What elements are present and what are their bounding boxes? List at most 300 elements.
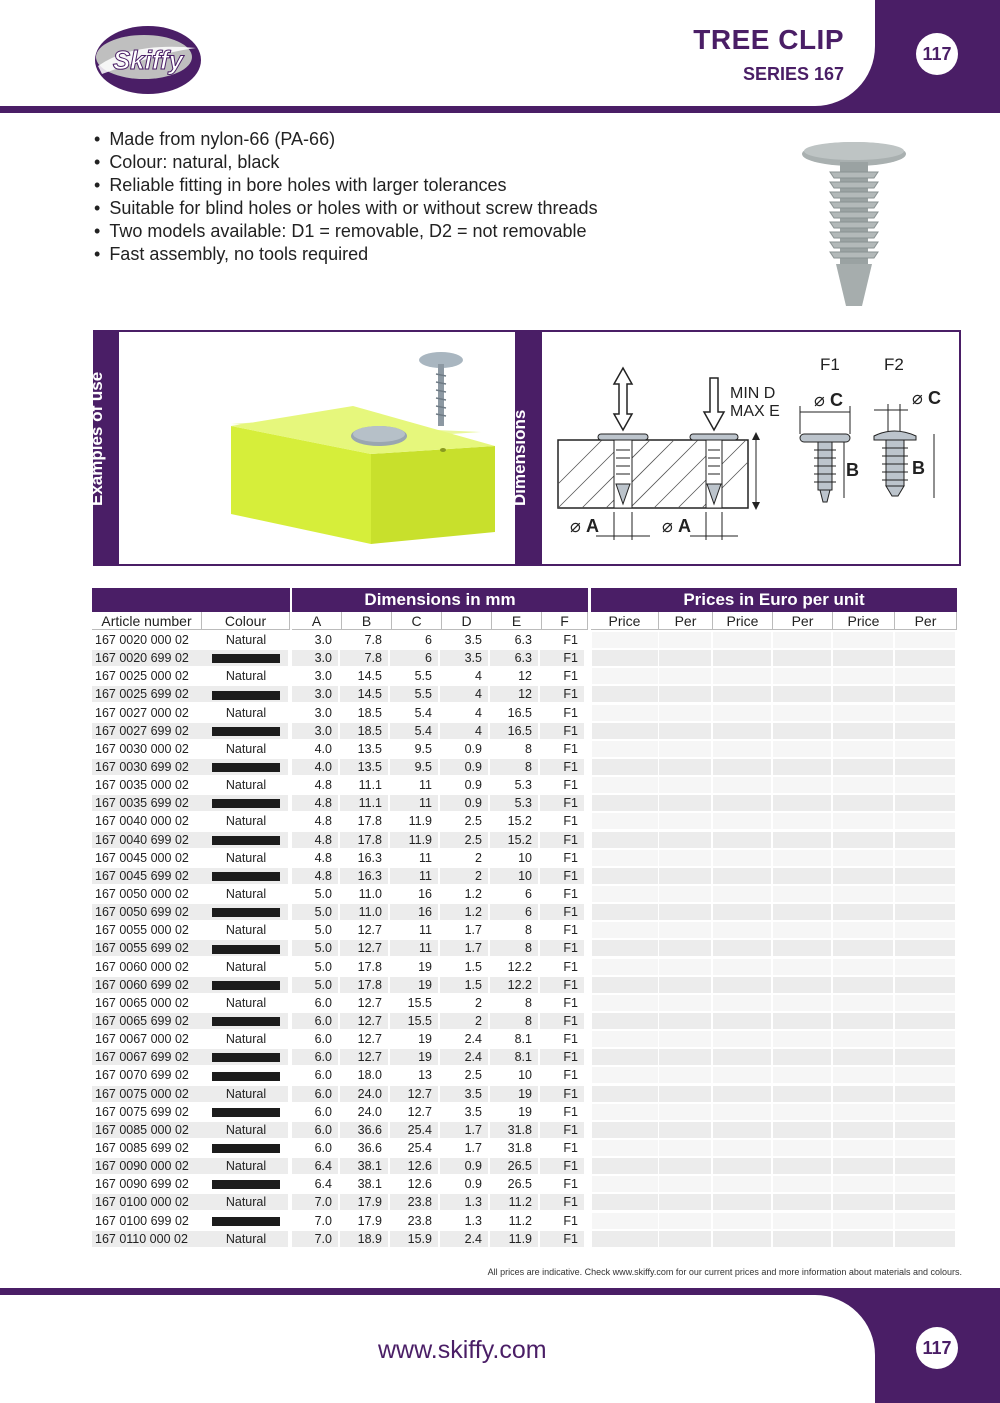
price-cell — [592, 1104, 658, 1120]
dimension-value: 5.0 — [314, 886, 332, 901]
dimension-value: 15.9 — [390, 1231, 438, 1247]
dimension-value: 9.5 — [414, 741, 432, 756]
price-cell — [659, 1086, 711, 1102]
colour-cell — [204, 1049, 288, 1065]
price-cell — [659, 940, 711, 956]
dimension-value: 4 — [475, 669, 482, 684]
price-cell — [659, 995, 711, 1011]
dimension-value: 25.4 — [390, 1122, 438, 1138]
dimension-value: 1.3 — [464, 1213, 482, 1228]
dimension-value: 4.0 — [292, 759, 338, 775]
dimension-value: F1 — [540, 1086, 584, 1102]
dimension-value: 18.5 — [357, 705, 382, 720]
dimension-value: 12.7 — [357, 923, 382, 938]
dimension-value: 11 — [390, 940, 438, 956]
dimension-value: 2 — [475, 995, 482, 1010]
dimension-value: 0.9 — [440, 1158, 488, 1174]
price-cell — [833, 759, 893, 775]
price-cell — [592, 1158, 658, 1174]
dimension-value: 8 — [490, 759, 538, 775]
dimension-value: 5.3 — [490, 795, 538, 811]
skiffy-logo — [92, 22, 204, 98]
price-cell — [592, 1013, 658, 1029]
colour-cell — [204, 1013, 288, 1029]
table-header-dimensions: Dimensions in mm — [292, 588, 588, 612]
price-cell — [773, 1213, 831, 1229]
price-cell — [659, 904, 711, 920]
dimension-value: 31.8 — [490, 1122, 538, 1138]
price-cell — [895, 705, 955, 721]
dimension-value: 6.0 — [314, 1140, 332, 1155]
dimension-value: 11.9 — [490, 1231, 538, 1247]
dimension-value: 0.9 — [464, 1177, 482, 1192]
dimension-value: 17.8 — [340, 832, 388, 848]
dimension-value: 6.0 — [314, 1104, 332, 1119]
dimension-value: 13.5 — [357, 741, 382, 756]
price-cell — [895, 1086, 955, 1102]
dimension-value: F1 — [563, 850, 578, 865]
price-cell — [833, 1176, 893, 1192]
dimension-value: 0.9 — [464, 741, 482, 756]
price-cell — [773, 832, 831, 848]
article-number: 167 0030 000 02 — [95, 741, 189, 756]
dimension-value: 0.9 — [440, 759, 488, 775]
price-cell — [592, 832, 658, 848]
price-cell — [713, 977, 771, 993]
dimension-value: 3.0 — [314, 633, 332, 647]
dimension-value: 11 — [390, 795, 438, 811]
price-cell — [713, 832, 771, 848]
dimension-value: 17.8 — [357, 814, 382, 829]
price-cell — [895, 850, 955, 866]
price-cell — [773, 1049, 831, 1065]
column-header: Per — [659, 612, 713, 630]
price-cell — [713, 686, 771, 702]
article-number: 167 0020 000 02 — [95, 633, 189, 647]
table-row — [92, 722, 958, 740]
price-cell — [833, 705, 893, 721]
svg-text:⌀: ⌀ — [662, 516, 673, 536]
price-cell — [833, 795, 893, 811]
dimension-value: F1 — [540, 795, 584, 811]
price-cell — [895, 977, 955, 993]
dimension-value: 4.8 — [314, 778, 332, 793]
dimension-value: 24.0 — [357, 1104, 382, 1119]
colour-cell: Natural — [225, 1195, 267, 1210]
article-number: 167 0100 699 02 — [95, 1213, 189, 1228]
dimension-value: 5.0 — [292, 904, 338, 920]
price-cell — [659, 1158, 711, 1174]
price-cell — [659, 922, 711, 938]
dimension-value: 11.1 — [340, 795, 388, 811]
dimension-value: 8 — [525, 923, 532, 938]
article-number: 167 0030 699 02 — [92, 759, 288, 775]
price-cell — [713, 632, 771, 648]
dimension-value: 16.3 — [340, 868, 388, 884]
dimension-value: 8.1 — [514, 1032, 532, 1047]
price-cell — [833, 632, 893, 648]
feature-item: • Made from nylon-66 (PA-66) — [94, 128, 598, 151]
price-cell — [773, 1067, 831, 1083]
price-cell — [773, 868, 831, 884]
dimension-value: 6 — [425, 633, 432, 647]
table-row — [92, 1121, 958, 1139]
colour-cell — [204, 904, 288, 920]
price-cell — [659, 813, 711, 829]
dimension-value: 17.9 — [340, 1194, 388, 1210]
table-row — [92, 1175, 958, 1193]
column-header: Price — [713, 612, 773, 630]
price-cell — [713, 668, 771, 684]
dimension-value: 2.5 — [464, 814, 482, 829]
colour-cell — [204, 1140, 288, 1156]
table-row — [92, 939, 958, 957]
colour-cell — [204, 1176, 288, 1192]
article-number: 167 0035 699 02 — [92, 795, 288, 811]
price-cell — [773, 1086, 831, 1102]
article-number: 167 0025 699 02 — [92, 686, 288, 702]
dimensions-diagram — [544, 334, 958, 564]
dimension-value: 8 — [525, 741, 532, 756]
dimension-value: 6.0 — [314, 1032, 332, 1047]
table-row — [92, 1103, 958, 1121]
table-row — [92, 1085, 958, 1103]
dimension-value: 12.2 — [490, 977, 538, 993]
colour-cell: Natural — [225, 959, 267, 974]
price-cell — [659, 1067, 711, 1083]
price-cell — [833, 868, 893, 884]
black-colour-swatch — [212, 1180, 280, 1189]
table-row — [92, 1012, 958, 1030]
dimension-value: 5.3 — [514, 778, 532, 793]
price-cell — [773, 686, 831, 702]
price-cell — [833, 1213, 893, 1229]
column-header: C — [392, 612, 442, 630]
price-cell — [592, 886, 658, 902]
price-cell — [659, 650, 711, 666]
table-row — [92, 1030, 958, 1048]
dimension-value: 19 — [518, 1104, 532, 1119]
dimension-value: F1 — [563, 741, 578, 756]
feature-list — [94, 128, 598, 266]
price-cell — [659, 668, 711, 684]
dimension-value: 13 — [418, 1068, 432, 1083]
dimension-value: 6.0 — [292, 1086, 338, 1102]
colour-cell — [204, 1067, 288, 1083]
dimension-value: 19 — [390, 1049, 438, 1065]
logo-text: Skiffy — [112, 45, 184, 75]
dimension-value: 9.5 — [390, 759, 438, 775]
price-cell — [713, 904, 771, 920]
price-cell — [895, 668, 955, 684]
article-number: 167 0070 699 02 — [95, 1068, 189, 1083]
dimension-value: 3.5 — [464, 633, 482, 647]
dimension-value: 6.3 — [514, 633, 532, 647]
price-cell — [773, 1013, 831, 1029]
diagram-f1: F1 — [820, 355, 840, 374]
colour-cell — [204, 940, 288, 956]
price-cell — [592, 868, 658, 884]
price-cell — [713, 1213, 771, 1229]
price-cell — [659, 1013, 711, 1029]
dimension-value: 6.0 — [292, 1049, 338, 1065]
black-colour-swatch — [212, 1217, 280, 1226]
dimension-value: 7.8 — [364, 633, 382, 647]
price-cell — [895, 959, 955, 975]
examples-label: Examples of use — [87, 371, 106, 506]
price-cell — [895, 1122, 955, 1138]
article-number: 167 0045 000 02 — [95, 850, 189, 865]
price-cell — [833, 850, 893, 866]
dimension-value: 18.5 — [340, 723, 388, 739]
dimensions-label-bar — [510, 332, 542, 564]
price-cell — [895, 632, 955, 648]
price-cell — [592, 1086, 658, 1102]
dimension-value: 6.0 — [292, 1013, 338, 1029]
dimension-value: 7.0 — [314, 1213, 332, 1228]
price-cell — [895, 1031, 955, 1047]
dimension-value: 5.4 — [390, 723, 438, 739]
dimension-value: 16 — [390, 904, 438, 920]
price-cell — [713, 741, 771, 757]
colour-cell — [204, 977, 288, 993]
dimension-value: F1 — [563, 633, 578, 647]
price-cell — [895, 813, 955, 829]
dimension-value: 6.3 — [490, 650, 538, 666]
article-number: 167 0075 699 02 — [95, 1104, 189, 1119]
dimension-value: 2 — [440, 1013, 488, 1029]
feature-item: • Colour: natural, black — [94, 151, 598, 174]
page-number-bottom: 117 — [916, 1327, 958, 1369]
price-cell — [592, 813, 658, 829]
colour-cell: Natural — [225, 633, 267, 647]
table-row — [92, 704, 958, 722]
dimension-value: F1 — [563, 1213, 578, 1228]
price-cell — [713, 759, 771, 775]
column-header: Price — [833, 612, 895, 630]
price-cell — [592, 904, 658, 920]
black-colour-swatch — [212, 1053, 280, 1062]
article-number: 167 0065 699 02 — [92, 1013, 288, 1029]
dimension-value: F1 — [563, 959, 578, 974]
price-cell — [659, 632, 711, 648]
dimension-value: 5.0 — [314, 959, 332, 974]
dimension-value: 7.0 — [292, 1231, 338, 1247]
dimension-value: 13.5 — [340, 759, 388, 775]
black-colour-swatch — [212, 1017, 280, 1026]
dimension-value: 16.5 — [490, 723, 538, 739]
dimension-value: 14.5 — [357, 669, 382, 684]
article-number: 167 0060 699 02 — [92, 977, 288, 993]
price-cell — [592, 995, 658, 1011]
dimension-value: F1 — [563, 995, 578, 1010]
dimension-value: F1 — [540, 940, 584, 956]
dimension-value: 12 — [490, 686, 538, 702]
dimension-value: F1 — [563, 778, 578, 793]
dimension-value: 12.2 — [507, 959, 532, 974]
svg-text:⌀: ⌀ — [570, 516, 581, 536]
dimension-value: 4 — [440, 723, 488, 739]
table-row — [92, 649, 958, 667]
dimension-value: 1.5 — [440, 977, 488, 993]
column-header: A — [292, 612, 342, 630]
dimension-value: F1 — [563, 886, 578, 901]
price-cell — [659, 977, 711, 993]
price-cell — [773, 795, 831, 811]
dimension-value: F1 — [540, 977, 584, 993]
page-number-top: 117 — [916, 33, 958, 75]
price-cell — [592, 922, 658, 938]
article-number: 167 0085 000 02 — [92, 1122, 288, 1138]
price-cell — [713, 705, 771, 721]
price-cell — [833, 1067, 893, 1083]
dimension-value: 10 — [518, 850, 532, 865]
table-row — [92, 958, 958, 976]
article-number: 167 0065 000 02 — [95, 995, 189, 1010]
colour-cell: Natural — [225, 669, 267, 684]
article-number: 167 0027 699 02 — [92, 723, 288, 739]
dimension-value: 23.8 — [407, 1213, 432, 1228]
price-cell — [659, 1176, 711, 1192]
black-colour-swatch — [212, 1144, 280, 1153]
price-cell — [833, 813, 893, 829]
price-cell — [895, 832, 955, 848]
dimension-value: 2.4 — [440, 1231, 488, 1247]
dimension-value: F1 — [540, 759, 584, 775]
colour-cell: Natural — [225, 1086, 267, 1101]
price-cell — [659, 1104, 711, 1120]
table-row — [92, 994, 958, 1012]
dimension-value: 1.7 — [464, 923, 482, 938]
colour-cell — [204, 759, 288, 775]
article-number: 167 0060 000 02 — [95, 959, 189, 974]
price-cell — [592, 686, 658, 702]
price-cell — [833, 668, 893, 684]
dimension-value: 3.0 — [314, 705, 332, 720]
black-colour-swatch — [212, 836, 280, 845]
price-cell — [592, 959, 658, 975]
dimension-value: 4.8 — [314, 850, 332, 865]
price-cell — [592, 632, 658, 648]
article-number: 167 0067 000 02 — [95, 1032, 189, 1047]
svg-text:⌀: ⌀ — [814, 390, 825, 410]
table-row — [92, 740, 958, 758]
dimension-value: 1.5 — [464, 959, 482, 974]
price-cell — [592, 977, 658, 993]
dimension-value: 19 — [390, 977, 438, 993]
diagram-a-2: A — [678, 516, 691, 536]
dimension-value: 12.7 — [340, 940, 388, 956]
examples-panel — [87, 330, 517, 566]
price-cell — [895, 795, 955, 811]
table-row — [92, 921, 958, 939]
price-cell — [773, 668, 831, 684]
dimension-value: 16.5 — [507, 705, 532, 720]
dimension-value: 4.8 — [292, 795, 338, 811]
dimension-value: 12.7 — [357, 1032, 382, 1047]
colour-cell: Natural — [225, 850, 267, 865]
article-number: 167 0025 000 02 — [95, 669, 189, 684]
diagram-min-d: MIN D — [730, 385, 776, 402]
table-row — [92, 867, 958, 885]
price-cell — [713, 995, 771, 1011]
price-cell — [592, 741, 658, 757]
price-cell — [659, 723, 711, 739]
dimension-value: 38.1 — [340, 1158, 388, 1174]
colour-cell — [204, 723, 288, 739]
dimension-value: 12.7 — [357, 995, 382, 1010]
price-cell — [659, 741, 711, 757]
dimension-value: 15.5 — [407, 995, 432, 1010]
column-header: D — [442, 612, 492, 630]
price-cell — [592, 1176, 658, 1192]
dimension-value: 11 — [419, 778, 432, 793]
price-cell — [773, 759, 831, 775]
dimension-value: 3.0 — [292, 650, 338, 666]
price-cell — [833, 977, 893, 993]
colour-cell: Natural — [225, 1231, 267, 1246]
dimension-value: F1 — [540, 650, 584, 666]
column-header: E — [492, 612, 542, 630]
dimension-value: 5.4 — [414, 705, 432, 720]
price-cell — [659, 759, 711, 775]
table-row — [92, 831, 958, 849]
price-cell — [895, 1067, 955, 1083]
colour-cell: Natural — [225, 886, 267, 901]
dimension-value: F1 — [540, 904, 584, 920]
price-cell — [895, 1140, 955, 1156]
dimension-value: 1.2 — [440, 904, 488, 920]
price-cell — [833, 686, 893, 702]
dimension-value: 1.7 — [464, 1140, 482, 1155]
price-cell — [659, 832, 711, 848]
price-cell — [592, 1049, 658, 1065]
price-cell — [713, 723, 771, 739]
tree-clip-product-image — [796, 138, 912, 310]
article-number: 167 0050 000 02 — [95, 886, 189, 901]
dimension-value: F1 — [540, 868, 584, 884]
table-row — [92, 1212, 958, 1230]
price-cell — [592, 1067, 658, 1083]
price-cell — [773, 977, 831, 993]
footer-url-link[interactable]: www.skiffy.com — [378, 1336, 547, 1364]
dimension-value: 3.5 — [440, 650, 488, 666]
price-cell — [592, 1122, 658, 1138]
dimension-value: 6.0 — [292, 1122, 338, 1138]
dimension-value: 16.3 — [357, 850, 382, 865]
dimension-value: 11 — [419, 923, 432, 938]
dimension-value: 7.8 — [340, 650, 388, 666]
table-header-prices: Prices in Euro per unit — [591, 588, 957, 612]
price-cell — [659, 1122, 711, 1138]
price-cell — [592, 650, 658, 666]
price-cell — [713, 1104, 771, 1120]
black-colour-swatch — [212, 981, 280, 990]
article-number: 167 0040 000 02 — [95, 814, 189, 829]
black-colour-swatch — [212, 1072, 280, 1081]
price-cell — [713, 813, 771, 829]
price-cell — [713, 1122, 771, 1138]
dimension-value: 2.4 — [464, 1032, 482, 1047]
price-cell — [592, 940, 658, 956]
black-colour-swatch — [212, 654, 280, 663]
article-number: 167 0020 699 02 — [92, 650, 288, 666]
price-cell — [713, 922, 771, 938]
price-cell — [895, 723, 955, 739]
table-row — [92, 812, 958, 830]
black-colour-swatch — [212, 763, 280, 772]
feature-item: • Fast assembly, no tools required — [94, 243, 598, 266]
